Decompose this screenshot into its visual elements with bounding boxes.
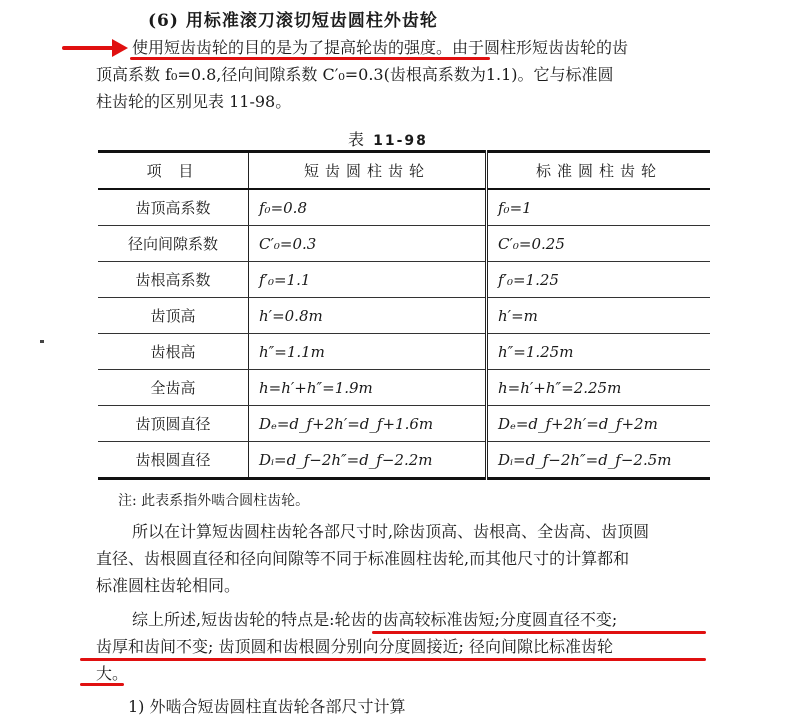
standard-value: Dₑ=d_f+2h′=d_f+2m: [487, 406, 711, 442]
red-arrow-icon: [112, 39, 128, 57]
row-label: 齿根圆直径: [98, 442, 249, 479]
short-value: f₀=0.8: [249, 189, 487, 226]
header-item: 项 目: [98, 152, 249, 190]
body-line: 大。: [96, 664, 129, 683]
standard-value: f′₀=1.25: [487, 262, 711, 298]
row-label: 全齿高: [98, 370, 249, 406]
table-row: [98, 189, 710, 226]
table-row: [98, 262, 710, 298]
body-paragraph-2: [96, 606, 617, 687]
red-underline: [80, 658, 706, 661]
table-title-number: 11-98: [373, 133, 428, 149]
row-label: 齿顶高系数: [98, 189, 249, 226]
body-line: 标准圆柱齿轮相同。: [96, 576, 241, 595]
table-row: [98, 298, 710, 334]
body-line: 齿厚和齿间不变; 齿顶圆和齿根圆分别向分度圆接近; 径向间隙比标准齿轮: [96, 637, 613, 656]
standard-value: Dᵢ=d_f−2h″=d_f−2.5m: [487, 442, 711, 479]
short-value: Dᵢ=d_f−2h″=d_f−2.2m: [249, 442, 487, 479]
table-row: [98, 406, 710, 442]
scan-speck: [40, 340, 44, 343]
standard-value: h″=1.25m: [487, 334, 711, 370]
table-title: [348, 127, 428, 150]
red-underline: [80, 683, 124, 686]
subsection-heading: 1) 外啮合短齿圆柱直齿轮各部尺寸计算: [128, 697, 406, 716]
short-value: f′₀=1.1: [249, 262, 487, 298]
red-underline: [130, 57, 490, 60]
row-label: 齿顶圆直径: [98, 406, 249, 442]
body-line: 综上所述,短齿齿轮的特点是:轮齿的齿高较标准齿短;分度圆直径不变;: [132, 610, 618, 629]
body-paragraph-1: [96, 518, 649, 599]
standard-value: h′=m: [487, 298, 711, 334]
section-heading: (6) 用标准滚刀滚切短齿圆柱外齿轮: [148, 11, 438, 31]
body-line: 直径、齿根圆直径和径向间隙等不同于标准圆柱齿轮,而其他尺寸的计算都和: [96, 549, 630, 568]
table-row: [98, 442, 710, 479]
short-value: h″=1.1m: [249, 334, 487, 370]
header-standard: 标准圆柱齿轮: [487, 152, 711, 190]
table-header-row: [98, 152, 710, 190]
row-label: 齿根高: [98, 334, 249, 370]
short-value: Dₑ=d_f+2h′=d_f+1.6m: [249, 406, 487, 442]
header-short-tooth: 短齿圆柱齿轮: [249, 152, 487, 190]
intro-line: 柱齿轮的区别见表 11-98。: [96, 92, 292, 111]
row-label: 径向间隙系数: [98, 226, 249, 262]
short-value: C′₀=0.3: [249, 226, 487, 262]
body-line: 所以在计算短齿圆柱齿轮各部尺寸时,除齿顶高、齿根高、全齿高、齿顶圆: [132, 522, 650, 541]
short-value: h=h′+h″=1.9m: [249, 370, 487, 406]
table-row: [98, 334, 710, 370]
table-title-prefix: 表: [348, 130, 367, 149]
intro-line: 使用短齿齿轮的目的是为了提高轮齿的强度。由于圆柱形短齿齿轮的齿: [132, 38, 629, 57]
table-row: [98, 370, 710, 406]
short-value: h′=0.8m: [249, 298, 487, 334]
standard-value: f₀=1: [487, 189, 711, 226]
standard-value: C′₀=0.25: [487, 226, 711, 262]
table-row: [98, 226, 710, 262]
standard-value: h=h′+h″=2.25m: [487, 370, 711, 406]
comparison-table: [98, 150, 710, 480]
row-label: 齿根高系数: [98, 262, 249, 298]
red-underline: [372, 631, 706, 634]
table-note: 注: 此表系指外啮合圆柱齿轮。: [118, 493, 310, 509]
intro-line: 顶高系数 f₀=0.8,径向间隙系数 C′₀=0.3(齿根高系数为1.1)。它与标准圆: [96, 65, 614, 84]
intro-paragraph: [96, 34, 628, 115]
row-label: 齿顶高: [98, 298, 249, 334]
